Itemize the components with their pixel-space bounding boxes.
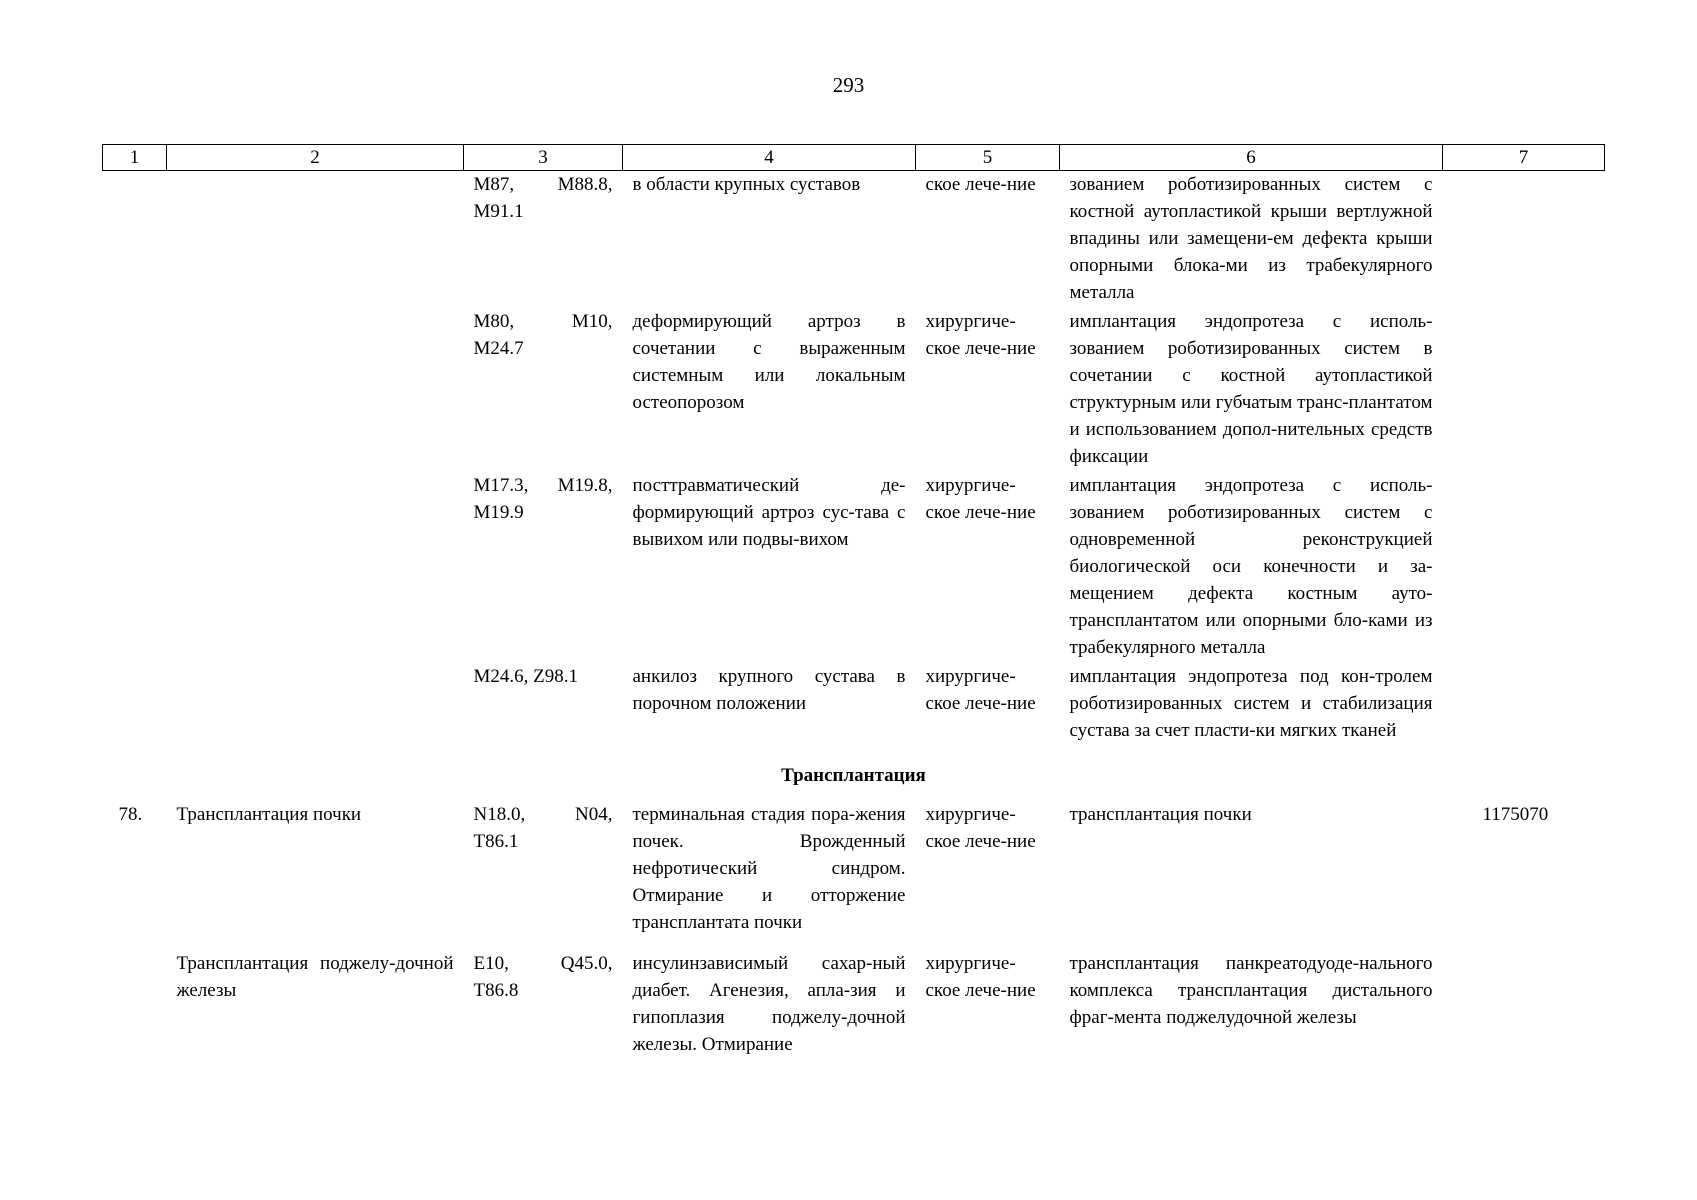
- row-spacer: [103, 938, 1605, 950]
- column-header: 5: [916, 145, 1060, 171]
- spacer-cell: [103, 938, 1605, 950]
- column-header: 3: [464, 145, 623, 171]
- page-number: 293: [832, 73, 865, 97]
- diagnosis-cell: терминальная стадия пора-жения почек. Врожденный нефротический синдром. Отмирание и отторжение трансплантата почки: [632, 804, 906, 933]
- column-header: 2: [167, 145, 464, 171]
- price-cell: [1443, 171, 1605, 309]
- column-header: 7: [1443, 145, 1605, 171]
- section-title: Трансплантация: [781, 765, 926, 786]
- method-cell: трансплантация почки: [1069, 804, 1252, 825]
- diagnosis-cell: анкилоз крупного сустава в порочном положении: [632, 666, 906, 714]
- diagnosis-cell: посттравматический де-формирующий артроз сус-тава с вывихом или подвы-вихом: [632, 475, 906, 550]
- service-name-cell: Трансплантация почки: [176, 804, 362, 825]
- icd-codes-cell: M17.3, M19.8, M19.9: [473, 475, 613, 523]
- icd-codes-cell: M24.6, Z98.1: [473, 666, 578, 687]
- service-name-cell: Трансплантация поджелу-дочной железы: [176, 953, 454, 1001]
- treatment-type-cell: хирургиче-ское лече-ние: [925, 311, 1036, 359]
- method-cell: трансплантация панкреатодуоде-нального комплекса трансплантация дистального фраг-мента поджелудочной железы: [1069, 953, 1433, 1028]
- method-cell: имплантация эндопротеза с исполь-зованием роботизированных систем в сочетании с костной аутопластикой структурным или губчатым транс-плантатом и использованием допол-нительных средств фиксации: [1069, 311, 1433, 467]
- table-row: [103, 171, 1605, 309]
- treatment-type-cell: хирургиче-ское лече-ние: [925, 804, 1036, 852]
- price-cell: 1175070: [1482, 804, 1549, 825]
- services-table: [102, 144, 1605, 1060]
- diagnosis-cell: инсулинзависимый сахар-ный диабет. Агенезия, апла-зия и гипоплазия поджелу-дочной железы. Отмирание: [632, 953, 906, 1055]
- column-header: 4: [623, 145, 916, 171]
- diagnosis-cell: деформирующий артроз в сочетании с выраженным системным или локальным остеопорозом: [632, 311, 906, 413]
- treatment-type-cell: хирургиче-ское лече-ние: [925, 666, 1036, 714]
- method-cell: имплантация эндопротеза с исполь-зованием роботизированных систем с одновременной реконструкцией биологической оси конечности и за-мещением дефекта костным ауто-трансплантатом или опорными бло-ками из трабекулярного металла: [1069, 475, 1433, 658]
- price-cell: [1443, 663, 1605, 746]
- icd-codes-cell: M87, M88.8, M91.1: [473, 174, 613, 222]
- icd-codes-cell: E10, Q45.0, T86.8: [473, 953, 613, 1001]
- method-cell: зованием роботизированных систем с костной аутопластикой крыши вертлужной впадины или замещени-ем дефекта крыши опорными блока-ми из трабекулярного металла: [1069, 174, 1433, 303]
- service-name-cell: [167, 663, 464, 746]
- table-row: [103, 801, 1605, 938]
- row-number-cell: [103, 472, 167, 663]
- row-number-cell: [103, 171, 167, 309]
- price-cell: [1443, 472, 1605, 663]
- section-heading-row: [103, 746, 1605, 801]
- service-name-cell: [167, 472, 464, 663]
- service-name-cell: [167, 308, 464, 472]
- row-number-cell: [103, 308, 167, 472]
- column-header: 6: [1060, 145, 1443, 171]
- table-row: [103, 950, 1605, 1060]
- treatment-type-cell: хирургиче-ское лече-ние: [925, 953, 1036, 1001]
- table-row: [103, 663, 1605, 746]
- icd-codes-cell: M80, M10, M24.7: [473, 311, 613, 359]
- row-number-cell: [103, 950, 167, 1060]
- row-number-cell: 78.: [118, 804, 143, 825]
- diagnosis-cell: в области крупных суставов: [632, 174, 861, 195]
- treatment-type-cell: ское лече-ние: [925, 174, 1036, 195]
- service-name-cell: [167, 171, 464, 309]
- column-header: 1: [103, 145, 167, 171]
- column-number-row: [103, 145, 1605, 171]
- table-row: [103, 472, 1605, 663]
- price-cell: [1443, 950, 1605, 1060]
- row-number-cell: [103, 663, 167, 746]
- treatment-type-cell: хирургиче-ское лече-ние: [925, 475, 1036, 523]
- price-cell: [1443, 308, 1605, 472]
- icd-codes-cell: N18.0, N04, T86.1: [473, 804, 613, 852]
- method-cell: имплантация эндопротеза под кон-тролем роботизированных систем и стабилизация сустава за счет пласти-ки мягких тканей: [1069, 666, 1433, 741]
- table-row: [103, 308, 1605, 472]
